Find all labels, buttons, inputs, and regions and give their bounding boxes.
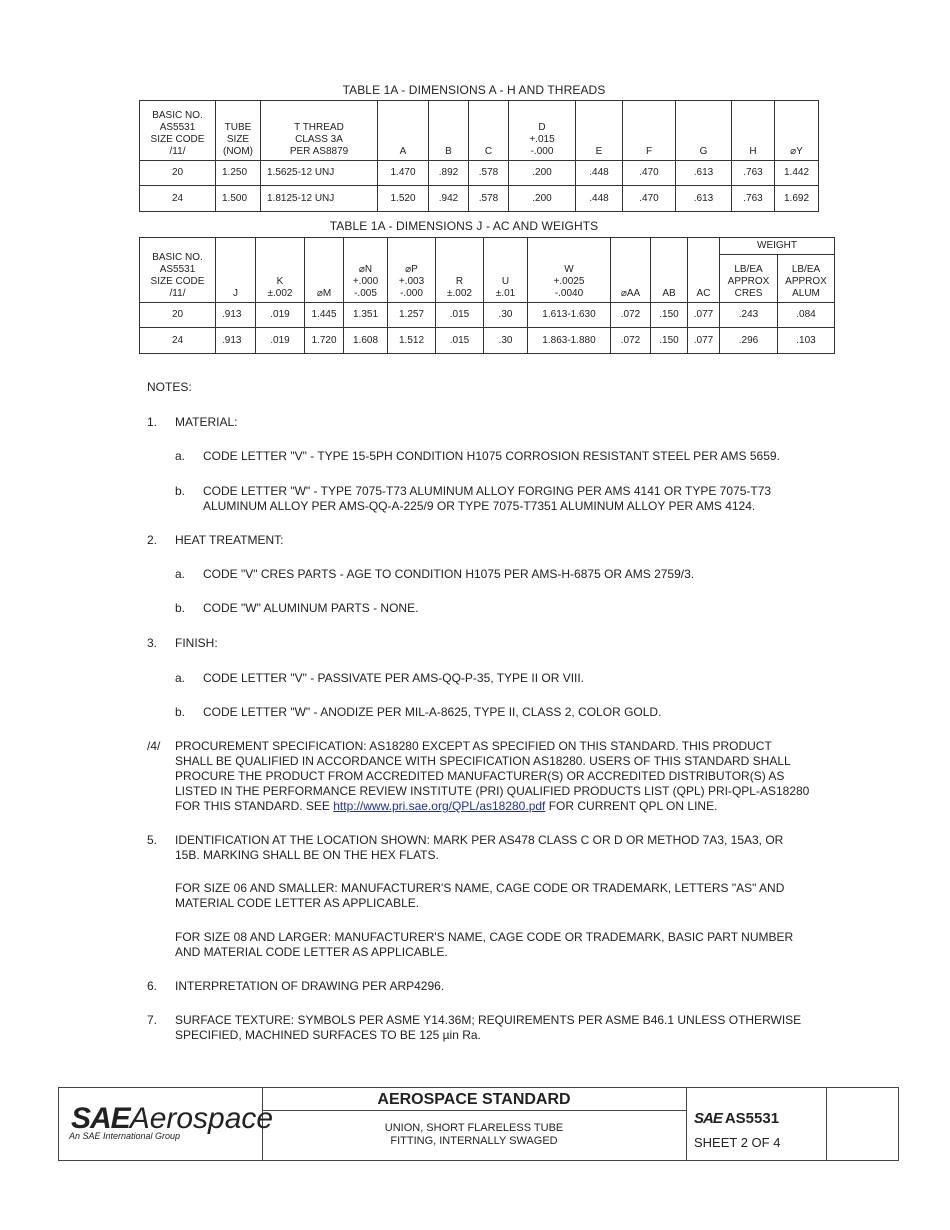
- standard-type: AEROSPACE STANDARD: [262, 1088, 686, 1111]
- t2-cell-r0-c11: .077: [688, 303, 720, 328]
- note-6-text: INTERPRETATION OF DRAWING PER ARP4296.: [175, 979, 445, 993]
- t1-cell-r0-c9: .613: [676, 161, 732, 186]
- t2-header-9: ⌀AA: [611, 238, 651, 303]
- t2-cell-r0-c7: .30: [484, 303, 528, 328]
- note-3b-label: b.: [175, 705, 186, 719]
- note-6-number: 6.: [147, 979, 158, 993]
- small-sae-logo: SAE: [694, 1110, 722, 1127]
- t1-header-3: A: [378, 101, 429, 161]
- t2-weight-header: WEIGHT: [720, 238, 835, 255]
- doc-number: [694, 1110, 779, 1127]
- note-5-para3-line2: AND MATERIAL CODE LETTER AS APPLICABLE.: [175, 945, 448, 959]
- note-1-material: MATERIAL:: [175, 415, 238, 429]
- t1-cell-r0-c3: 1.470: [378, 161, 429, 186]
- note-5-number: 5.: [147, 833, 158, 847]
- title-cell: [262, 1088, 687, 1160]
- t2-cell-r0-c5: 1.257: [388, 303, 436, 328]
- t1-header-9: G: [676, 101, 732, 161]
- note-5-para2-line2: MATERIAL CODE LETTER AS APPLICABLE.: [175, 896, 420, 910]
- table2-dimensions-j-ac-weights: [139, 237, 835, 354]
- logo-cell: [59, 1088, 274, 1160]
- note-2-heat-treatment: HEAT TREATMENT:: [175, 533, 284, 547]
- t2-header-11: AC: [688, 238, 720, 303]
- sheet-number: SHEET 2 OF 4: [694, 1135, 781, 1150]
- note-4-line3: PROCURE THE PRODUCT FROM ACCREDITED MANUFACTURER(S) OR ACCREDITED DISTRIBUTOR(S) AS: [175, 769, 785, 783]
- t1-cell-r1-c4: .942: [429, 186, 469, 212]
- t1-cell-r1-c11: 1.692: [775, 186, 819, 212]
- doc-number-text: AS5531: [724, 1110, 780, 1127]
- t2-cell-r1-c10: .150: [651, 328, 688, 354]
- note-7-number: 7.: [147, 1013, 158, 1027]
- table1-title: TABLE 1A - DIMENSIONS A - H AND THREADS: [342, 83, 606, 97]
- part-description-line2: FITTING, INTERNALLY SWAGED: [390, 1135, 558, 1147]
- note-4-line5-post: FOR CURRENT QPL ON LINE.: [545, 799, 718, 813]
- note-4-number: /4/: [147, 739, 161, 753]
- notes-heading: NOTES:: [147, 380, 192, 394]
- note-5-para3-line1: FOR SIZE 08 AND LARGER: MANUFACTURER'S NAME, CAGE CODE OR TRADEMARK, BASIC PART NUMBER: [175, 930, 794, 944]
- t2-header-5: ⌀P +.003 -.000: [388, 238, 436, 303]
- t2-cell-r1-c8: 1.863-1.880: [528, 328, 611, 354]
- t2-cell-r1-c12: .296: [720, 328, 778, 354]
- doc-number-cell: [686, 1088, 827, 1160]
- note-5-para2-line1: FOR SIZE 06 AND SMALLER: MANUFACTURER'S NAME, CAGE CODE OR TRADEMARK, LETTERS "AS" AND: [175, 881, 785, 895]
- note-3-finish: FINISH:: [175, 636, 218, 650]
- t1-header-4: B: [429, 101, 469, 161]
- note-7-line1: SURFACE TEXTURE: SYMBOLS PER ASME Y14.36M; REQUIREMENTS PER ASME B46.1 UNLESS OTHERWISE: [175, 1013, 802, 1027]
- sae-aerospace-logo: [71, 1104, 273, 1134]
- note-1b-label: b.: [175, 484, 186, 498]
- t1-cell-r0-c5: .578: [469, 161, 509, 186]
- t2-cell-r1-c9: .072: [611, 328, 651, 354]
- t1-cell-r0-c1: 1.250: [216, 161, 261, 186]
- t2-header-1: J: [216, 238, 256, 303]
- t2-header-10: AB: [651, 238, 688, 303]
- t2-cell-r1-c3: 1.720: [305, 328, 344, 354]
- t2-cell-r1-c5: 1.512: [388, 328, 436, 354]
- t1-header-5: C: [469, 101, 509, 161]
- t2-header-13: LB/EA APPROX ALUM: [778, 255, 835, 303]
- part-description-line1: UNION, SHORT FLARELESS TUBE: [384, 1122, 564, 1134]
- note-3-number: 3.: [147, 636, 158, 650]
- t1-header-6: D +.015 -.000: [509, 101, 576, 161]
- note-4-line5: [175, 799, 717, 814]
- note-2b-text: CODE "W" ALUMINUM PARTS - NONE.: [203, 601, 419, 615]
- note-4-line1: PROCUREMENT SPECIFICATION: AS18280 EXCEPT AS SPECIFIED ON THIS STANDARD. THIS PRODUCT: [175, 739, 772, 753]
- t2-cell-r0-c1: .913: [216, 303, 256, 328]
- t2-header-4: ⌀N +.000 -.005: [344, 238, 388, 303]
- t1-cell-r1-c2: 1.8125-12 UNJ: [261, 186, 378, 212]
- t1-header-0: BASIC NO. AS5531 SIZE CODE /11/: [140, 101, 216, 161]
- t1-cell-r1-c3: 1.520: [378, 186, 429, 212]
- t1-header-11: ⌀Y: [775, 101, 819, 161]
- t1-cell-r0-c4: .892: [429, 161, 469, 186]
- t2-header-7: U ±.01: [484, 238, 528, 303]
- t2-cell-r0-c0: 20: [140, 303, 216, 328]
- note-2b-label: b.: [175, 601, 186, 615]
- t2-header-3: ⌀M: [305, 238, 344, 303]
- qpl-link[interactable]: http://www.pri.sae.org/QPL/as18280.pdf: [333, 799, 546, 813]
- t1-cell-r1-c0: 24: [140, 186, 216, 212]
- t1-header-8: F: [623, 101, 676, 161]
- note-3a-label: a.: [175, 671, 186, 685]
- t2-cell-r1-c7: .30: [484, 328, 528, 354]
- t2-cell-r1-c0: 24: [140, 328, 216, 354]
- t1-cell-r1-c10: .763: [732, 186, 775, 212]
- t1-cell-r0-c10: .763: [732, 161, 775, 186]
- t1-cell-r0-c11: 1.442: [775, 161, 819, 186]
- t2-header-2: K ±.002: [256, 238, 305, 303]
- note-2-number: 2.: [147, 533, 158, 547]
- table2-title: TABLE 1A - DIMENSIONS J - AC AND WEIGHTS: [329, 219, 599, 233]
- note-1-number: 1.: [147, 415, 158, 429]
- t2-cell-r0-c10: .150: [651, 303, 688, 328]
- t2-cell-r0-c4: 1.351: [344, 303, 388, 328]
- blank-cell: [826, 1088, 898, 1160]
- note-1a-text: CODE LETTER "V" - TYPE 15-5PH CONDITION H1075 CORROSION RESISTANT STEEL PER AMS 5659.: [203, 449, 780, 463]
- note-2a-label: a.: [175, 567, 186, 581]
- note-4-line5-pre: FOR THIS STANDARD. SEE: [175, 799, 334, 813]
- t1-cell-r0-c2: 1.5625-12 UNJ: [261, 161, 378, 186]
- logo-aerospace-text: Aerospace: [129, 1102, 274, 1135]
- t1-cell-r1-c1: 1.500: [216, 186, 261, 212]
- t2-cell-r0-c13: .084: [778, 303, 835, 328]
- t2-header-12: LB/EA APPROX CRES: [720, 255, 778, 303]
- note-7-line2: SPECIFIED, MACHINED SURFACES TO BE 125 µin Ra.: [175, 1028, 481, 1042]
- t2-header-6: R ±.002: [436, 238, 484, 303]
- note-1b-line1: CODE LETTER "W" - TYPE 7075-T73 ALUMINUM ALLOY FORGING PER AMS 4141 OR TYPE 7075-T73: [203, 484, 772, 498]
- t2-cell-r0-c3: 1.445: [305, 303, 344, 328]
- note-5-line1: IDENTIFICATION AT THE LOCATION SHOWN: MARK PER AS478 CLASS C OR D OR METHOD 7A3, 15A3, OR: [175, 833, 784, 847]
- t2-cell-r0-c8: 1.613-1.630: [528, 303, 611, 328]
- note-3a-text: CODE LETTER "V" - PASSIVATE PER AMS-QQ-P-35, TYPE II OR VIII.: [203, 671, 585, 685]
- t1-cell-r0-c8: .470: [623, 161, 676, 186]
- t1-cell-r0-c7: .448: [576, 161, 623, 186]
- t1-cell-r1-c9: .613: [676, 186, 732, 212]
- note-5-line2: 15B. MARKING SHALL BE ON THE HEX FLATS.: [175, 848, 439, 862]
- title-block: [58, 1087, 899, 1161]
- t2-header-8: W +.0025 -.0040: [528, 238, 611, 303]
- note-1a-label: a.: [175, 449, 186, 463]
- t1-cell-r0-c6: .200: [509, 161, 576, 186]
- note-3b-text: CODE LETTER "W" - ANODIZE PER MIL-A-8625, TYPE II, CLASS 2, COLOR GOLD.: [203, 705, 662, 719]
- note-4-line4: LISTED IN THE PERFORMANCE REVIEW INSTITUTE (PRI) QUALIFIED PRODUCTS LIST (QPL) PRI-QPL-AS18280: [175, 784, 810, 798]
- t1-header-10: H: [732, 101, 775, 161]
- t2-cell-r1-c1: .913: [216, 328, 256, 354]
- t1-header-2: T THREAD CLASS 3A PER AS8879: [261, 101, 378, 161]
- table1-dimensions-a-h: [139, 100, 819, 212]
- note-2a-text: CODE "V" CRES PARTS - AGE TO CONDITION H1075 PER AMS-H-6875 OR AMS 2759/3.: [203, 567, 695, 581]
- t1-cell-r1-c6: .200: [509, 186, 576, 212]
- note-4-line2: SHALL BE QUALIFIED IN ACCORDANCE WITH SPECIFICATION AS18280. USERS OF THIS STANDARD SHALL: [175, 754, 791, 768]
- logo-subtitle: An SAE International Group: [69, 1131, 181, 1141]
- t2-cell-r0-c9: .072: [611, 303, 651, 328]
- t1-cell-r0-c0: 20: [140, 161, 216, 186]
- t2-header-0: BASIC NO. AS5531 SIZE CODE /11/: [140, 238, 216, 303]
- t2-cell-r1-c13: .103: [778, 328, 835, 354]
- t2-cell-r1-c6: .015: [436, 328, 484, 354]
- t2-cell-r0-c12: .243: [720, 303, 778, 328]
- t1-header-1: TUBE SIZE (NOM): [216, 101, 261, 161]
- note-1b-line2: ALUMINUM ALLOY PER AMS-QQ-A-225/9 OR TYPE 7075-T7351 ALUMINUM ALLOY PER AMS 4124.: [203, 499, 756, 513]
- t1-cell-r1-c8: .470: [623, 186, 676, 212]
- t2-cell-r1-c11: .077: [688, 328, 720, 354]
- t1-cell-r1-c7: .448: [576, 186, 623, 212]
- t2-cell-r0-c6: .015: [436, 303, 484, 328]
- t1-header-7: E: [576, 101, 623, 161]
- t1-cell-r1-c5: .578: [469, 186, 509, 212]
- t2-cell-r0-c2: .019: [256, 303, 305, 328]
- logo-sae-text: SAE: [71, 1102, 130, 1135]
- t2-cell-r1-c2: .019: [256, 328, 305, 354]
- t2-cell-r1-c4: 1.608: [344, 328, 388, 354]
